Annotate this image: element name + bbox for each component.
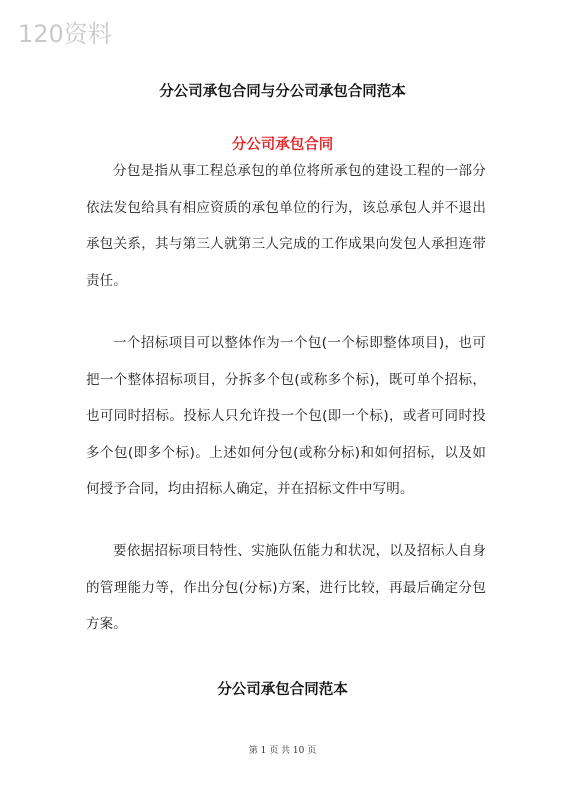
page-indicator: 第 1 页 共 10 页: [248, 746, 317, 756]
paragraph-package-plan: 要依据招标项目特性、实施队伍能力和状况，以及招标人自身的管理能力等，作出分包(分标)方案，进行比较，再最后确定分包方案。: [86, 543, 486, 632]
document-title: 分公司承包合同与分公司承包合同范本: [159, 83, 406, 100]
watermark-logo: 120资料: [18, 20, 112, 48]
paragraph-bid-packages: 一个招标项目可以整体作为一个包(一个标即整体项目)，也可把一个整体招标项目，分拆多个包(或称多个标)，既可单个招标，也可同时招标。投标人只允许投一个包(即一个标)，或者可同时投多个包(即多个标)。上述如何分包(或称分标)和如何招标，以及如何授予合同，均由招标人确定，并在招标文件中写明。: [86, 335, 486, 497]
section-heading-contract: 分公司承包合同: [231, 137, 334, 153]
section-heading-template: 分公司承包合同范本: [217, 682, 348, 698]
paragraph-subcontract-definition: 分包是指从事工程总承包的单位将所承包的建设工程的一部分依法发包给具有相应资质的承包单位的行为，该总承包人并不退出承包关系，其与第三人就第三人完成的工作成果向发包人承担连带责任。: [86, 163, 486, 289]
